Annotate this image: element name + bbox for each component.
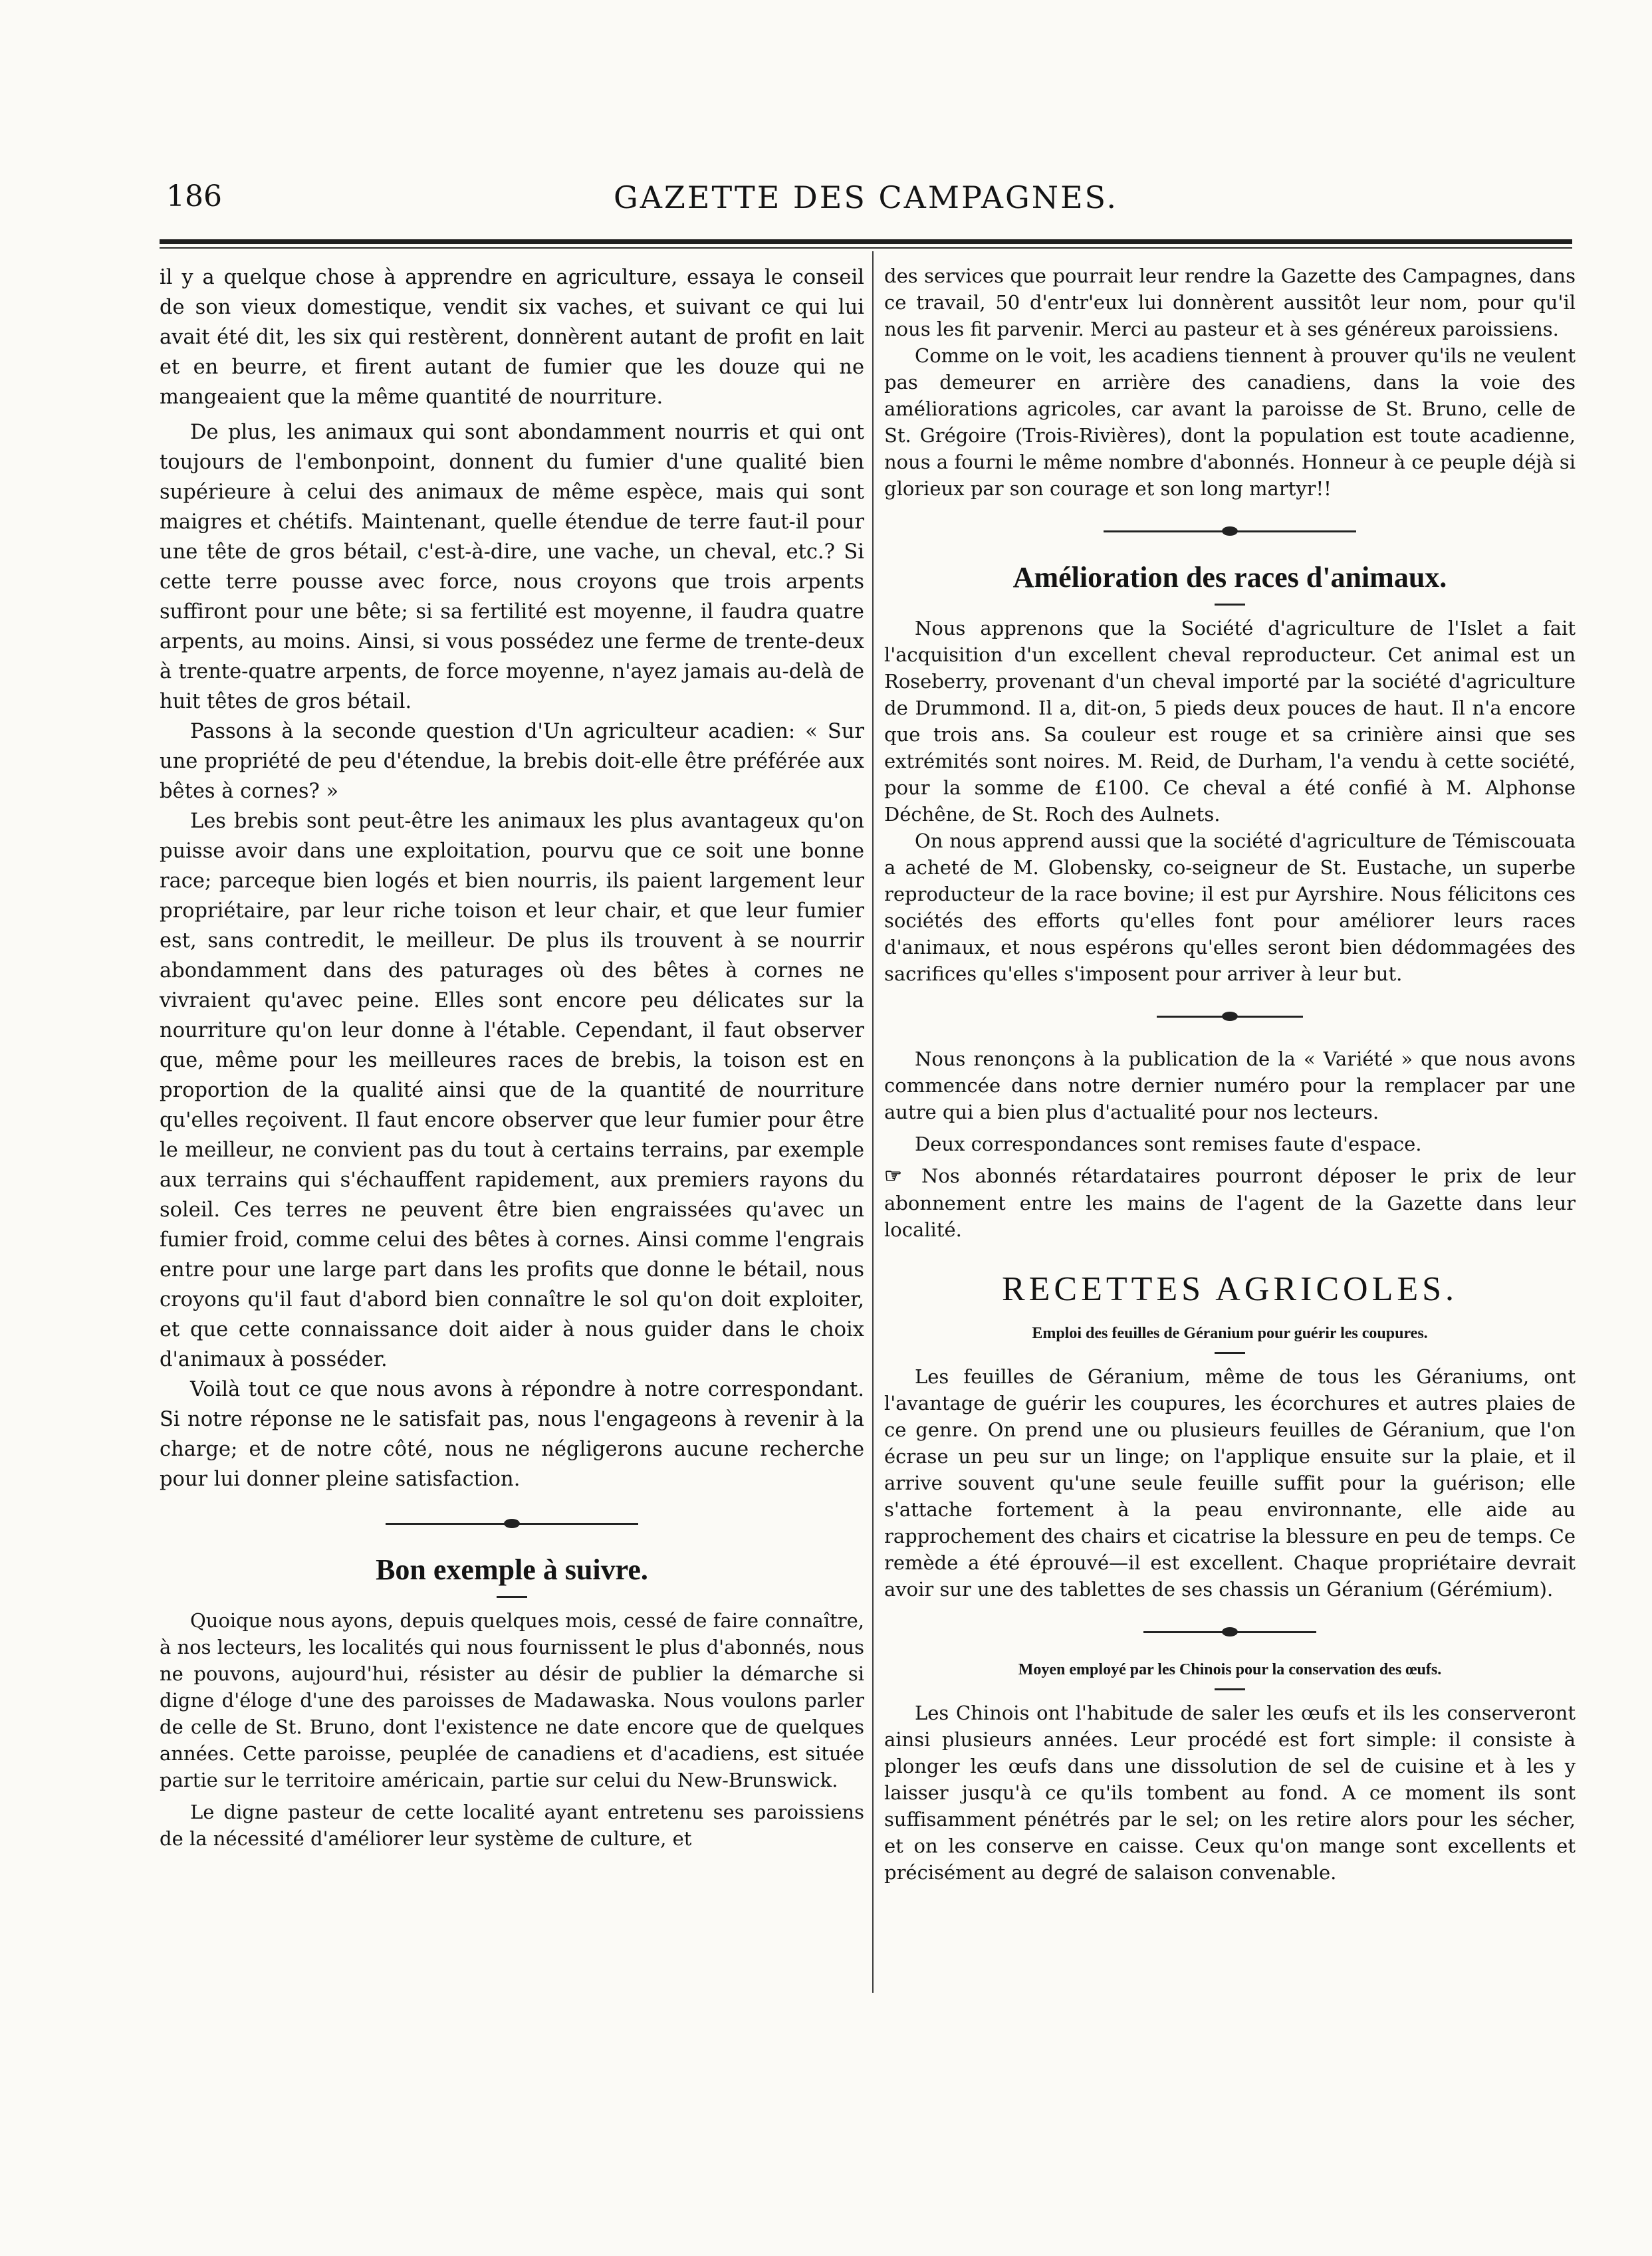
section-title-bon-exemple: Bon exemple à suivre. — [376, 1553, 648, 1586]
notice-text: Nos abonnés rétardataires pourront déposer le prix de leur abonnement entre les mains de l'agent de la Gazette dans leur localité. — [884, 1165, 1576, 1241]
section-divider — [386, 1510, 638, 1537]
recipe-text-oeufs: Les Chinois ont l'habitude de saler les œufs et ils les conserveront ainsi plusieurs années. Leur procédé est fort simple: il consiste à plonger les œufs dans une dissolution de sel de cuisine et à les y laisser jusqu'à ce qu'ils tombent au fond. A ce moment ils sont suffisamment pénétrés par le sel; on les retire alors pour les sécher, et on les conserve en caisse. Ceux qu'on mange sont excellents et précisément au degré de salaison convenable. — [884, 1702, 1576, 1884]
right-paragraph: Comme on le voit, les acadiens tiennent à prouver qu'ils ne veulent pas demeurer en arrière des canadiens, dans la voie des améliorations agricoles, car avant la paroisse de St. Bruno, celle de St. Grégoire (Trois-Rivières), dont la population est toute acadienne, nous a fourni le même nombre d'abonnés. Honneur à ce peuple déjà si glorieux par son courage et son long martyr!! — [884, 344, 1576, 500]
recettes-heading: RECETTES AGRICOLES. — [1001, 1270, 1459, 1308]
title-dash — [1215, 1688, 1245, 1690]
section-divider — [1104, 518, 1356, 544]
notice-with-hand — [884, 1163, 1576, 1243]
section-paragraph: On nous apprend aussi que la société d'agriculture de Témiscouata a acheté de M. Globensky, co-seigneur de St. Eustache, un superbe reproducteur de la race bovine; il est pur Ayrshire. Nous félicitons ces sociétés des efforts qu'elles font pour améliorer leurs races d'animaux, et nous espérons qu'elles seront bien dédommagées des sacrifices qu'elles s'imposent pour arriver à leur but. — [884, 830, 1576, 985]
section-divider — [1157, 1003, 1303, 1030]
recipe-title-oeufs: Moyen employé par les Chinois pour la conservation des œufs. — [1018, 1661, 1442, 1678]
section-title-amelioration: Amélioration des races d'animaux. — [1012, 561, 1447, 594]
left-paragraph: Passons à la seconde question d'Un agriculteur acadien: « Sur une propriété de peu d'étendue, la brebis doit-elle être préférée aux bêtes à cornes? » — [160, 720, 864, 803]
section-paragraph: Le digne pasteur de cette localité ayant entretenu ses paroissiens de la nécessité d'améliorer leur système de culture, et — [160, 1801, 864, 1850]
right-column — [884, 263, 1576, 1886]
title-dash — [1215, 604, 1245, 606]
page-header — [160, 179, 1572, 233]
title-dash — [1215, 1352, 1245, 1354]
page-number: 186 — [166, 179, 222, 213]
right-paragraph: des services que pourrait leur rendre la Gazette des Campagnes, dans ce travail, 50 d'entr'eux lui donnèrent aussitôt leur nom, pour qu'il nous les fit parvenir. Merci au pasteur et à ses généreux paroissiens. — [884, 265, 1576, 340]
notice: Nous renonçons à la publication de la « Variété » que nous avons commencée dans notre dernier numéro pour la remplacer par une autre qui a bien plus d'actualité pour nos lecteurs. — [884, 1048, 1576, 1123]
header-rule-thin — [160, 247, 1572, 249]
left-column — [160, 263, 864, 1852]
left-paragraph: Les brebis sont peut-être les animaux les plus avantageux qu'on puisse avoir dans une exploitation, pourvu que ce soit une bonne race; parceque bien logés et bien nourris, ils paient largement leur propriétaire, par leur riche toison et leur chair, et que leur fumier est, sans contredit, le meilleur. De plus ils trouvent à se nourrir abondamment dans des paturages où des bêtes à cornes ne vivraient qu'avec peine. Elles sont encore peu délicates sur la nourriture qu'on leur donne à l'étable. Cependant, il faut observer que, même pour les meilleures races de brebis, la toison est en proportion de la qualité ainsi que de la quantité de nourriture qu'elles reçoivent. Il faut encore observer que leur fumier pour être le meilleur, ne convient pas du tout à certains terrains, par exemple aux terrains qui s'échauffent rapidement, aux premiers rayons du soleil. Ces terres ne peuvent être bien engraissées qu'avec un fumier froid, comme celui des bêtes à cornes. Ainsi comme l'engrais entre pour une large part dans les profits que donne le bétail, nous croyons qu'il faut d'abord bien connaître le sol qu'on doit exploiter, et que cette connaissance doit aider à nous guider dans le choix d'animaux à posséder. — [160, 810, 864, 1371]
column-separator — [872, 251, 874, 1993]
left-paragraph: De plus, les animaux qui sont abondamment nourris et qui ont toujours de l'embonpoint, donnent du fumier d'une qualité bien supérieure à celui des animaux de même espèce, mais qui sont maigres et chétifs. Maintenant, quelle étendue de terre faut-il pour une tête de gros bétail, c'est-à-dire, une vache, un cheval, etc.? Si cette terre pousse avec force, nous croyons que trois arpents suffiront pour une bête; si sa fertilité est moyenne, il faudra quatre arpents, au moins. Ainsi, si vous possédez une ferme de trente-deux à trente-quatre arpents, de force moyenne, n'ayez jamais au-delà de huit têtes de gros bétail. — [160, 421, 864, 713]
title-dash — [497, 1596, 527, 1598]
pointing-hand-icon: ☞ — [884, 1165, 902, 1188]
section-paragraph: Quoique nous ayons, depuis quelques mois, cessé de faire connaître, à nos lecteurs, les localités qui nous fournissent le plus d'abonnés, nous ne pouvons, aujourd'hui, résister au désir de publier la démarche si digne d'éloge d'une des paroisses de Madawaska. Nous voulons parler de celle de St. Bruno, dont l'existence ne date encore que de quelques années. Cette paroisse, peuplée de canadiens et d'acadiens, est située partie sur le territoire américain, partie sur celui du New-Brunswick. — [160, 1609, 864, 1791]
masthead: GAZETTE DES CAMPAGNES. — [613, 179, 1119, 215]
header-rule-thick — [160, 239, 1572, 244]
left-paragraph: Voilà tout ce que nous avons à répondre à notre correspondant. Si notre réponse ne le satisfait pas, nous l'engageons à revenir à la charge; et de notre côté, nous ne négligerons aucune recherche pour lui donner pleine satisfaction. — [160, 1378, 864, 1491]
section-divider — [1143, 1619, 1316, 1645]
section-paragraph: Nous apprenons que la Société d'agriculture de l'Islet a fait l'acquisition d'un excellent cheval reproducteur. Cet animal est un Roseberry, provenant d'un cheval importé par la société d'agriculture de Drummond. Il a, dit-on, 5 pieds deux pouces de haut. Il n'a encore que trois ans. Sa couleur est rouge et sa crinière ainsi que ses extrémités sont noires. M. Reid, de Durham, l'a vendu à cette société, pour la somme de £100. Ce cheval a été confié à M. Alphonse Déchêne, de St. Roch des Aulnets. — [884, 617, 1576, 826]
recipe-title-geranium: Emploi des feuilles de Géranium pour guérir les coupures. — [1032, 1325, 1428, 1342]
recipe-text-geranium: Les feuilles de Géranium, même de tous les Géraniums, ont l'avantage de guérir les coupures, les écorchures et autres plaies de ce genre. On prend une ou plusieurs feuilles de Géranium, que l'on écrase un peu sur un linge; on l'applique ensuite sur la plaie, et il arrive souvent qu'une seule feuille suffit pour la guérison; elle s'attache fortement à la peau environnante, elle aide au rapprochement des chairs et cicatrise la blessure en peu de temps. Ce remède a été éprouvé—il est excellent. Chaque propriétaire devrait avoir sur une des tablettes de ses chassis un Géranium (Gérémium). — [884, 1365, 1576, 1601]
notice: Deux correspondances sont remises faute d'espace. — [915, 1133, 1422, 1155]
left-paragraph: il y a quelque chose à apprendre en agriculture, essaya le conseil de son vieux domestique, vendit six vaches, et suivant ce qui lui avait été dit, les six qui restèrent, donnèrent autant de profit en lait et en beurre, et firent autant de fumier que les douze qui ne mangeaient que la même quantité de nourriture. — [160, 266, 864, 409]
